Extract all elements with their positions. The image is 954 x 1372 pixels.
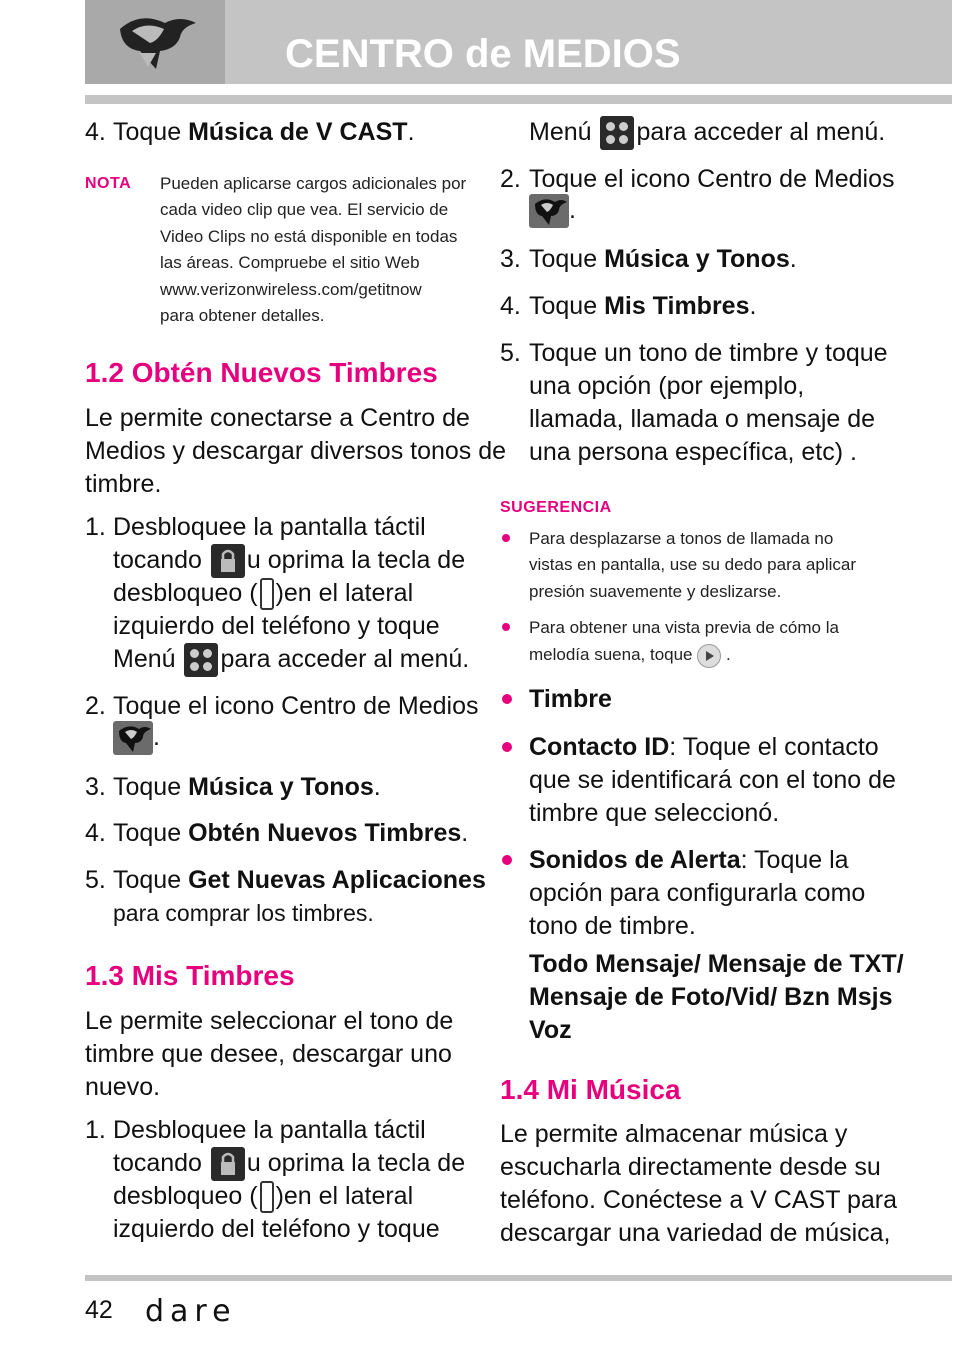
bullet-subtext: Voz xyxy=(529,1016,572,1044)
paragraph-line: timbre. xyxy=(85,470,162,498)
step-text: Menú para acceder al menú. xyxy=(113,643,469,677)
bullet-text: que se identificará con el tono de xyxy=(529,766,896,794)
tip-label: SUGERENCIA xyxy=(500,499,612,516)
bullet-subtext: Mensaje de Foto/Vid/ Bzn Msjs xyxy=(529,983,893,1011)
media-center-icon xyxy=(113,721,153,755)
step-text: Toque Get Nuevas Aplicaciones xyxy=(113,866,486,894)
paragraph-line: timbre que desee, descargar uno xyxy=(85,1040,452,1068)
step-text: Desbloquee la pantalla táctil xyxy=(113,513,426,541)
media-center-icon xyxy=(529,194,569,228)
bullet-text: Sonidos de Alerta: Toque la xyxy=(529,846,849,874)
note-line: las áreas. Compruebe el sitio Web xyxy=(160,253,420,272)
bullet-text: tono de timbre. xyxy=(529,912,696,940)
paragraph-line: Le permite conectarse a Centro de xyxy=(85,404,470,432)
section-heading-1-3: 1.3 Mis Timbres xyxy=(85,960,295,991)
step-text: Toque Música y Tonos. xyxy=(529,245,797,273)
step-text: Desbloquee la pantalla táctil xyxy=(113,1116,426,1144)
step-text: Toque el icono Centro de Medios xyxy=(113,692,479,720)
section-heading-1-4: 1.4 Mi Música xyxy=(500,1074,681,1105)
paragraph-line: Le permite seleccionar el tono de xyxy=(85,1007,454,1035)
brand-logo: dare xyxy=(145,1294,237,1329)
paragraph-line: escucharla directamente desde su xyxy=(500,1153,881,1181)
page-number: 42 xyxy=(85,1296,113,1324)
step-text: llamada, llamada o mensaje de xyxy=(529,405,876,433)
tip-line: vistas en pantalla, use su dedo para aplicar xyxy=(529,555,856,574)
paragraph-line: Medios y descargar diversos tonos de xyxy=(85,437,507,465)
lock-icon xyxy=(211,544,245,578)
note-line: para obtener detalles. xyxy=(160,306,325,325)
note-label: NOTA xyxy=(85,175,132,192)
play-icon xyxy=(697,644,721,668)
note-line: cada video clip que vea. El servicio de xyxy=(160,200,449,219)
step-number: 5. xyxy=(500,339,521,367)
note-line: Pueden aplicarse cargos adicionales por xyxy=(160,174,467,193)
step-text: desbloqueo ( )en el lateral xyxy=(113,577,413,610)
step-text: Menú para acceder al menú. xyxy=(529,116,885,150)
step-number: 4. xyxy=(500,292,521,320)
step-text: una persona específica, etc) . xyxy=(529,438,857,466)
step-text: tocando u oprima la tecla de xyxy=(113,544,465,578)
tip-line: Para obtener una vista previa de cómo la xyxy=(529,618,839,637)
step-number: 1. xyxy=(85,1116,106,1144)
step-number: 2. xyxy=(500,165,521,193)
step-text: . xyxy=(529,194,576,228)
step-number: 3. xyxy=(85,773,106,801)
menu-icon xyxy=(184,643,218,677)
step-text: para comprar los timbres. xyxy=(113,900,374,926)
step-text: Toque el icono Centro de Medios xyxy=(529,165,895,193)
footer-divider xyxy=(85,1275,952,1281)
paragraph-line: nuevo. xyxy=(85,1073,161,1101)
bullet-subtext: Todo Mensaje/ Mensaje de TXT/ xyxy=(529,950,904,978)
bullet-dot xyxy=(502,855,512,865)
step-text: . xyxy=(113,721,160,755)
tip-line: melodía suena, toque . xyxy=(529,642,731,669)
step-text: Toque un tono de timbre y toque xyxy=(529,339,888,367)
bullet-dot xyxy=(502,742,512,752)
menu-icon xyxy=(600,116,634,150)
bullet-text: Contacto ID: Toque el contacto xyxy=(529,733,879,761)
step-text: izquierdo del teléfono y toque xyxy=(113,1215,440,1243)
step-number: 3. xyxy=(500,245,521,273)
step-text: desbloqueo ( )en el lateral xyxy=(113,1180,413,1213)
tip-line: presión suavemente y deslizarse. xyxy=(529,582,782,601)
lock-icon xyxy=(211,1147,245,1181)
step-text: una opción (por ejemplo, xyxy=(529,372,805,400)
step-number: 4. xyxy=(85,819,106,847)
media-center-logo-icon xyxy=(85,0,225,84)
bullet-dot xyxy=(502,694,512,704)
step-text: Toque Obtén Nuevos Timbres. xyxy=(113,819,469,847)
step-text: Toque Mis Timbres. xyxy=(529,292,757,320)
step-number: 1. xyxy=(85,513,106,541)
step-text: Toque Música y Tonos. xyxy=(113,773,381,801)
page-header xyxy=(85,0,952,84)
bullet-text: opción para configurarla como xyxy=(529,879,866,907)
header-divider xyxy=(85,95,952,104)
step-number: 4. xyxy=(85,118,106,146)
unlock-key-icon xyxy=(260,578,274,610)
tip-line: Para desplazarse a tonos de llamada no xyxy=(529,529,834,548)
paragraph-line: teléfono. Conéctese a V CAST para xyxy=(500,1186,897,1214)
bullet-dot xyxy=(502,623,510,631)
unlock-key-icon xyxy=(260,1181,274,1213)
note-line: Video Clips no está disponible en todas xyxy=(160,227,458,246)
page-title: CENTRO de MEDIOS xyxy=(285,32,681,76)
step-number: 5. xyxy=(85,866,106,894)
step-text: tocando u oprima la tecla de xyxy=(113,1147,465,1181)
paragraph-line: descargar una variedad de música, xyxy=(500,1219,891,1247)
step-text: izquierdo del teléfono y toque xyxy=(113,612,440,640)
bullet-text: timbre que seleccionó. xyxy=(529,799,780,827)
paragraph-line: Le permite almacenar música y xyxy=(500,1120,848,1148)
section-heading-1-2: 1.2 Obtén Nuevos Timbres xyxy=(85,357,438,388)
step-number: 2. xyxy=(85,692,106,720)
bullet-text: Timbre xyxy=(529,685,612,713)
bullet-dot xyxy=(502,534,510,542)
note-line: www.verizonwireless.com/getitnow xyxy=(160,280,422,299)
step-text: Toque Música de V CAST. xyxy=(113,118,415,146)
